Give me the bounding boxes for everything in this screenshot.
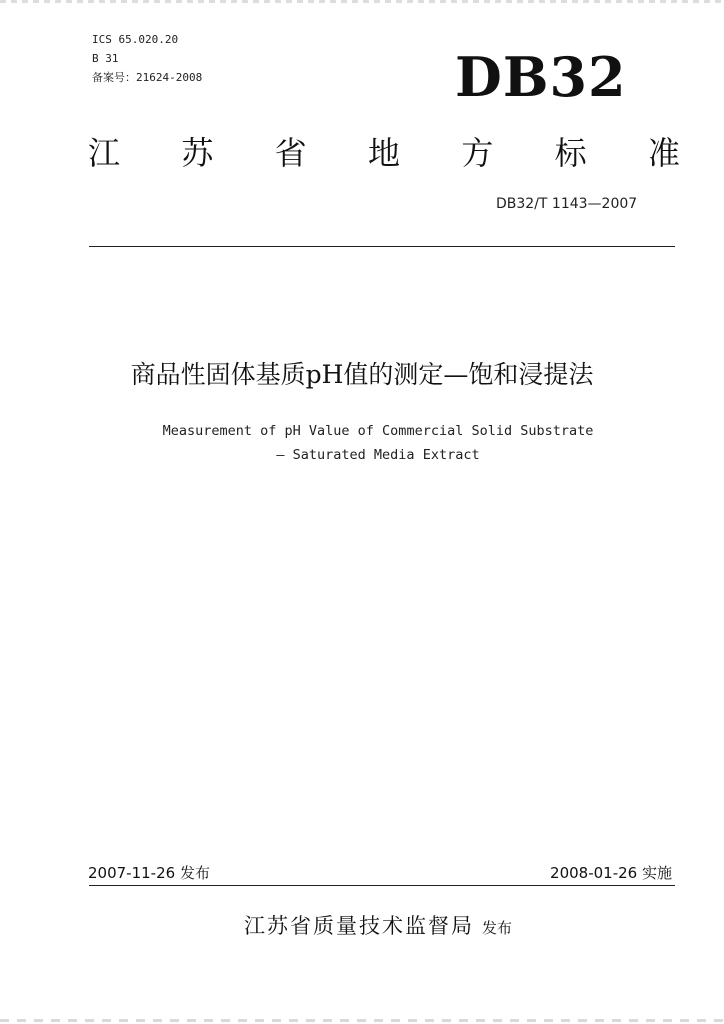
db32-logo: DB32: [455, 45, 627, 109]
issuer-verb: 发布: [481, 919, 512, 937]
standard-type-char: 江: [88, 134, 121, 172]
english-title-line1: Measurement of pH Value of Commercial Solid Substrate: [162, 423, 594, 439]
scan-edge-top: [0, 0, 724, 3]
issuer-name: 江苏省质量技术监督局: [243, 914, 474, 938]
standard-type-char: 准: [647, 134, 680, 172]
ics-code: ICS 65.020.20: [92, 33, 179, 46]
footer-divider: [89, 885, 675, 886]
standard-number: DB32/T 1143—2007: [496, 196, 638, 212]
category-code: B 31: [92, 52, 119, 65]
scan-edge-bottom: [0, 1019, 724, 1022]
filing-number: 备案号：21624-2008: [92, 71, 203, 84]
standard-type-char: 省: [274, 134, 307, 172]
chinese-title: 商品性固体基质pH值的测定—饱和浸提法: [130, 360, 594, 389]
effective-date: 2008-01-26 实施: [550, 864, 672, 882]
standard-type-char: 苏: [181, 134, 214, 172]
english-title-line2: — Saturated Media Extract: [276, 447, 480, 463]
issuer: [0, 910, 724, 940]
header-divider: [89, 246, 675, 247]
standard-type-title: [88, 128, 680, 174]
issue-date: 2007-11-26 发布: [88, 864, 210, 882]
standard-type-char: 标: [554, 134, 587, 172]
standard-type-char: 地: [367, 134, 400, 172]
standard-type-char: 方: [461, 134, 494, 172]
